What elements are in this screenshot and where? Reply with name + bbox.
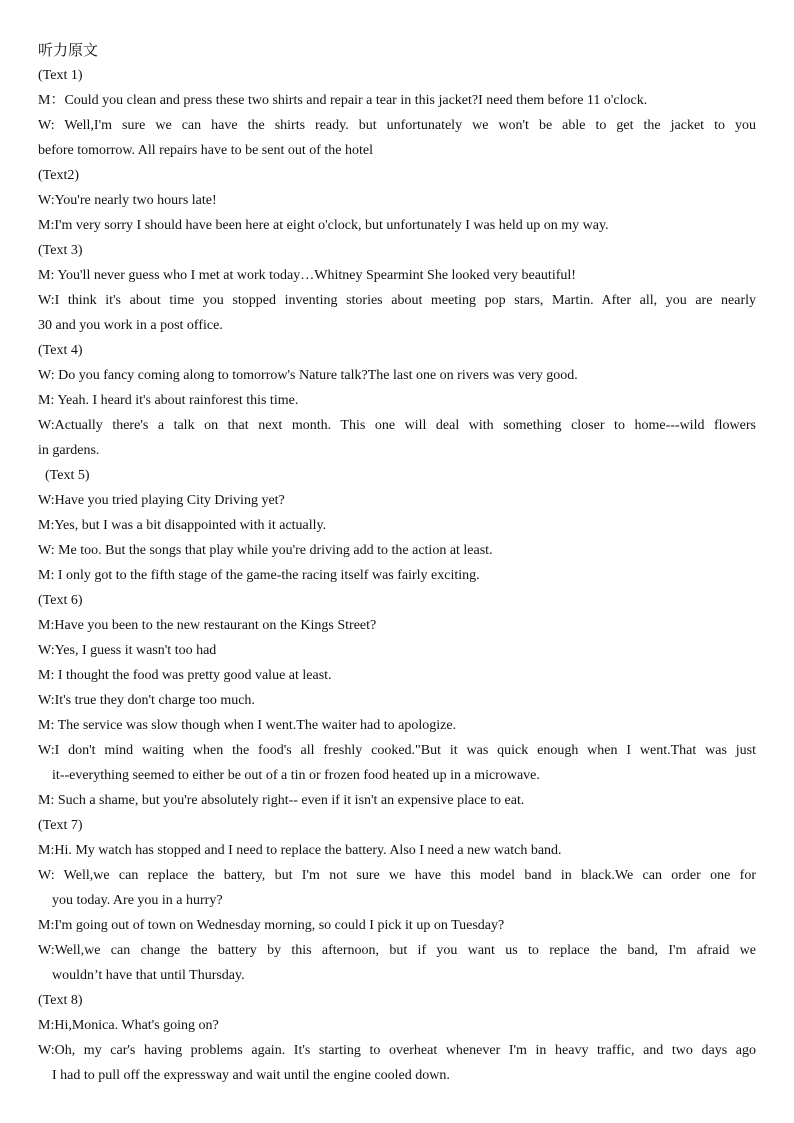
dialogue-line: M: I only got to the fifth stage of the game-the racing itself was fairly exciting. [38,568,480,583]
dialogue-line: M: The service was slow though when I went.The waiter had to apologize. [38,718,457,733]
dialogue-line: M：Could you clean and press these two shirts and repair a tear in this jacket?I need them before 11 o'clock. [38,93,648,108]
dialogue-line-continuation: you today. Are you in a hurry? [52,893,223,908]
dialogue-line: W:Have you tried playing City Driving yet? [38,493,285,508]
dialogue-line-continuation: it--everything seemed to either be out of a tin or frozen food heated up in a microwave. [52,768,540,783]
text-heading: (Text2) [38,168,80,183]
dialogue-line: M: Yeah. I heard it's about rainforest this time. [38,393,299,408]
text-heading: (Text 7) [38,818,83,833]
dialogue-line: W:Oh, my car's having problems again. It's starting to overheat whenever I'm in heavy traffic, and two days ago [38,1043,756,1058]
dialogue-line: W:I don't mind waiting when the food's all freshly cooked."But it was quick enough when I went.That was just [38,743,756,758]
dialogue-line: M: Such a shame, but you're absolutely right-- even if it isn't an expensive place to eat. [38,793,525,808]
text-heading: (Text 8) [38,993,83,1008]
dialogue-line: W:Well,we can change the battery by this afternoon, but if you want us to replace the band, I'm afraid we [38,943,756,958]
text-heading: (Text 5) [45,468,90,483]
text-heading: (Text 1) [38,68,83,83]
dialogue-line: W:You're nearly two hours late! [38,193,217,208]
dialogue-line: M:Have you been to the new restaurant on the Kings Street? [38,618,377,633]
dialogue-line: M:Hi. My watch has stopped and I need to replace the battery. Also I need a new watch band. [38,843,562,858]
dialogue-line: M:Yes, but I was a bit disappointed with it actually. [38,518,327,533]
page-title: 听力原文 [38,41,99,59]
dialogue-line: M: You'll never guess who I met at work today…Whitney Spearmint She looked very beautiful! [38,268,576,283]
dialogue-line: M:I'm going out of town on Wednesday morning, so could I pick it up on Tuesday? [38,918,505,933]
dialogue-line: W: Well,we can replace the battery, but I'm not sure we have this model band in black.We can order one for [38,868,756,883]
dialogue-line: W:It's true they don't charge too much. [38,693,255,708]
dialogue-line: W:Yes, I guess it wasn't too had [38,643,217,658]
dialogue-line: W: Me too. But the songs that play while you're driving add to the action at least. [38,543,493,558]
dialogue-line-continuation: 30 and you work in a post office. [38,318,223,333]
text-heading: (Text 3) [38,243,83,258]
dialogue-line: W:Actually there's a talk on that next month. This one will deal with something closer to home---wild flowers [38,418,756,433]
dialogue-line: M:Hi,Monica. What's going on? [38,1018,219,1033]
transcript-page [38,38,756,1088]
dialogue-line-continuation: before tomorrow. All repairs have to be sent out of the hotel [38,143,373,158]
text-heading: (Text 4) [38,343,83,358]
dialogue-line: W: Well,I'm sure we can have the shirts ready. but unfortunately we won't be able to get the jacket to you [38,118,756,133]
dialogue-line: M:I'm very sorry I should have been here at eight o'clock, but unfortunately I was held up on my way. [38,218,609,233]
dialogue-line-continuation: I had to pull off the expressway and wait until the engine cooled down. [52,1068,450,1083]
dialogue-line-continuation: in gardens. [38,443,100,458]
dialogue-line: M: I thought the food was pretty good value at least. [38,668,332,683]
dialogue-line-continuation: wouldn’t have that until Thursday. [52,968,245,983]
dialogue-line: W: Do you fancy coming along to tomorrow's Nature talk?The last one on rivers was very good. [38,368,578,383]
dialogue-line: W:I think it's about time you stopped inventing stories about meeting pop stars, Martin. After all, you are nearly [38,293,756,308]
text-heading: (Text 6) [38,593,83,608]
